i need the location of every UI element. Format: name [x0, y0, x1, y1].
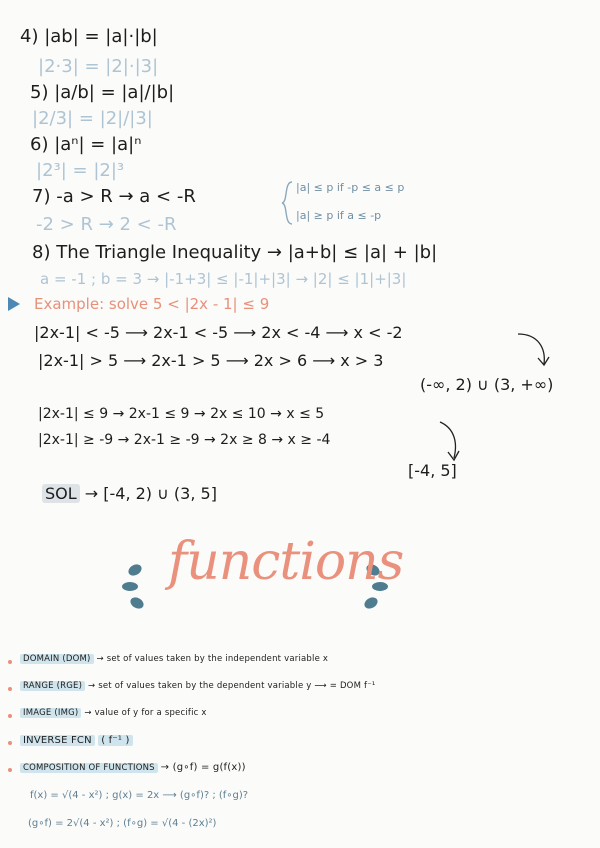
solution-text: → [-4, 2) ∪ (3, 5]	[84, 484, 217, 503]
brace-icon	[280, 180, 294, 226]
property-8: 8) The Triangle Inequality → |a+b| ≤ |a| + |b|	[32, 242, 438, 263]
property-5: 5) |a/b| = |a|/|b|	[30, 82, 175, 103]
property-6: 6) |aⁿ| = |a|ⁿ	[30, 134, 142, 155]
def-image: IMAGE (IMG) → value of y for a specific x	[20, 708, 207, 718]
property-4-example: |2·3| = |2|·|3|	[38, 56, 159, 77]
decor-drop-icon	[122, 582, 138, 591]
composition-example-1: f(x) = √(4 - x²) ; g(x) = 2x ⟶ (g∘f)? ; (f∘g)?	[30, 790, 249, 801]
property-6-example: |2³| = |2|³	[36, 160, 125, 181]
step-1: |2x-1| < -5 ⟶ 2x-1 < -5 ⟶ 2x < -4 ⟶ x < -2	[34, 323, 403, 342]
step-4: |2x-1| ≥ -9 → 2x-1 ≥ -9 → 2x ≥ 8 → x ≥ -4	[38, 432, 331, 448]
property-7: 7) -a > R → a < -R	[32, 186, 196, 207]
property-7-note-2: |a| ≥ p if a ≤ -p	[296, 209, 382, 222]
bullet-icon	[8, 741, 12, 745]
decor-drop-icon	[128, 595, 145, 611]
def-range: RANGE (RGE) → set of values taken by the dependent variable y ⟶ = DOM f⁻¹	[20, 681, 376, 691]
composition-example-2: (g∘f) = 2√(4 - x²) ; (f∘g) = √(4 - (2x)²)	[28, 818, 217, 829]
bullet-icon	[8, 660, 12, 664]
example-heading: Example: solve 5 < |2x - 1| ≤ 9	[34, 295, 270, 313]
curved-arrow-icon	[514, 330, 554, 370]
bullet-icon	[8, 768, 12, 772]
property-5-example: |2/3| = |2|/|3|	[32, 108, 153, 129]
bullet-icon	[8, 714, 12, 718]
step-3: |2x-1| ≤ 9 → 2x-1 ≤ 9 → 2x ≤ 10 → x ≤ 5	[38, 406, 325, 422]
step-2: |2x-1| > 5 ⟶ 2x-1 > 5 ⟶ 2x > 6 ⟶ x > 3	[38, 351, 384, 370]
decor-drop-icon	[362, 595, 379, 611]
property-4: 4) |ab| = |a|·|b|	[20, 26, 158, 47]
step-2-result: (-∞, 2) ∪ (3, +∞)	[420, 375, 554, 394]
def-inverse: INVERSE FCN ( f⁻¹ )	[20, 735, 133, 746]
decor-drop-icon	[126, 562, 143, 578]
solution-label: SOL	[42, 484, 80, 503]
def-domain: DOMAIN (DOM) → set of values taken by the independent variable x	[20, 654, 328, 664]
property-7-note-1: |a| ≤ p if -p ≤ a ≤ p	[296, 181, 405, 194]
bullet-icon	[8, 687, 12, 691]
def-composition: COMPOSITION OF FUNCTIONS → (g∘f) = g(f(x))	[20, 762, 246, 773]
property-8-example: a = -1 ; b = 3 → |-1+3| ≤ |-1|+|3| → |2| ≤ |1|+|3|	[40, 270, 407, 288]
solution	[42, 484, 217, 503]
curved-arrow-icon	[424, 420, 464, 464]
functions-title: functions	[168, 532, 404, 592]
play-arrow-icon	[8, 297, 20, 311]
step-4-result: [-4, 5]	[408, 461, 457, 480]
property-7-example: -2 > R → 2 < -R	[36, 214, 177, 235]
